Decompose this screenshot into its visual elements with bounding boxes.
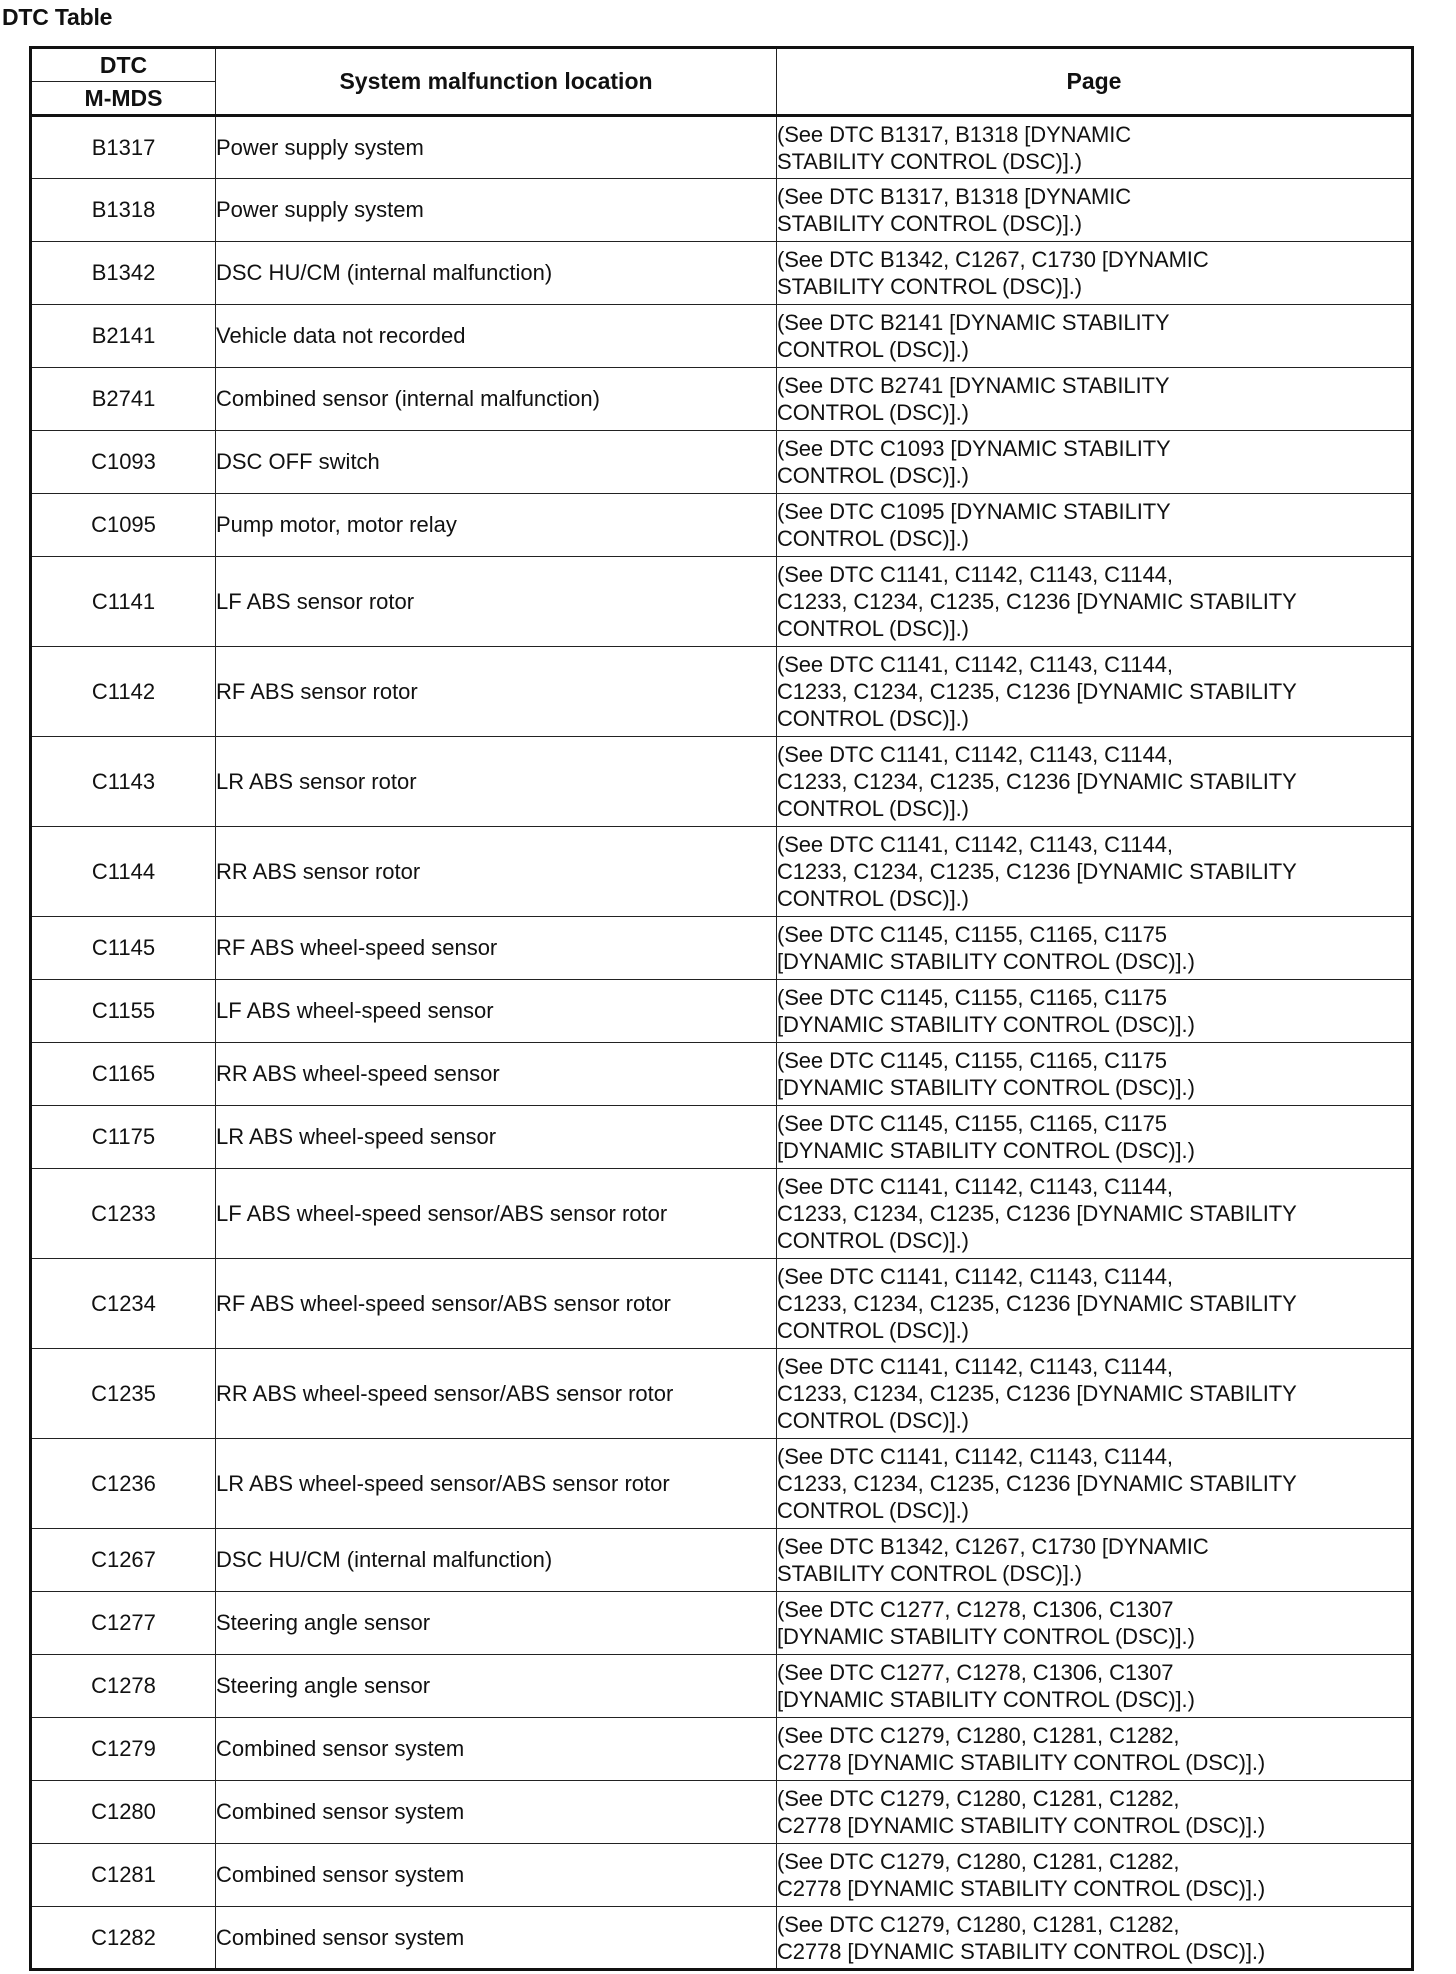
location-cell: Power supply system <box>216 116 777 179</box>
location-cell: Combined sensor (internal malfunction) <box>216 368 777 431</box>
dtc-code-cell: C1144 <box>31 827 216 917</box>
location-cell: LR ABS wheel-speed sensor <box>216 1106 777 1169</box>
location-cell: RF ABS sensor rotor <box>216 647 777 737</box>
table-row <box>31 494 1413 557</box>
table-row <box>31 1592 1413 1655</box>
dtc-code-cell: C1280 <box>31 1781 216 1844</box>
dtc-code-cell: C1282 <box>31 1907 216 1970</box>
location-cell: RF ABS wheel-speed sensor <box>216 917 777 980</box>
table-row <box>31 827 1413 917</box>
location-cell: Steering angle sensor <box>216 1655 777 1718</box>
location-cell: Combined sensor system <box>216 1844 777 1907</box>
location-cell: RR ABS wheel-speed sensor <box>216 1043 777 1106</box>
table-row <box>31 1349 1413 1439</box>
page-reference-cell: (See DTC C1093 [DYNAMIC STABILITY CONTROL (DSC)].) <box>777 431 1413 494</box>
page-reference-cell: (See DTC C1145, C1155, C1165, C1175 [DYNAMIC STABILITY CONTROL (DSC)].) <box>777 1043 1413 1106</box>
page-reference-cell: (See DTC C1141, C1142, C1143, C1144, C1233, C1234, C1235, C1236 [DYNAMIC STABILITY CONTROL (DSC)].) <box>777 1439 1413 1529</box>
location-cell: LF ABS wheel-speed sensor/ABS sensor rotor <box>216 1169 777 1259</box>
page-reference-cell: (See DTC C1141, C1142, C1143, C1144, C1233, C1234, C1235, C1236 [DYNAMIC STABILITY CONTROL (DSC)].) <box>777 1169 1413 1259</box>
table-row <box>31 1106 1413 1169</box>
table-row <box>31 1718 1413 1781</box>
location-cell: DSC HU/CM (internal malfunction) <box>216 242 777 305</box>
location-cell: RR ABS wheel-speed sensor/ABS sensor rotor <box>216 1349 777 1439</box>
dtc-code-cell: C1279 <box>31 1718 216 1781</box>
dtc-code-cell: C1142 <box>31 647 216 737</box>
table-row <box>31 980 1413 1043</box>
table-body <box>31 116 1413 1970</box>
dtc-code-cell: C1235 <box>31 1349 216 1439</box>
dtc-code-cell: C1155 <box>31 980 216 1043</box>
table-row <box>31 1169 1413 1259</box>
dtc-code-cell: C1175 <box>31 1106 216 1169</box>
location-cell: Steering angle sensor <box>216 1592 777 1655</box>
location-cell: DSC HU/CM (internal malfunction) <box>216 1529 777 1592</box>
table-row <box>31 1781 1413 1844</box>
dtc-code-cell: B2741 <box>31 368 216 431</box>
page-reference-cell: (See DTC C1279, C1280, C1281, C1282, C2778 [DYNAMIC STABILITY CONTROL (DSC)].) <box>777 1781 1413 1844</box>
page-reference-cell: (See DTC C1141, C1142, C1143, C1144, C1233, C1234, C1235, C1236 [DYNAMIC STABILITY CONTROL (DSC)].) <box>777 827 1413 917</box>
table-row <box>31 431 1413 494</box>
header-page: Page <box>777 48 1413 116</box>
page-reference-cell: (See DTC C1141, C1142, C1143, C1144, C1233, C1234, C1235, C1236 [DYNAMIC STABILITY CONTROL (DSC)].) <box>777 1259 1413 1349</box>
table-row <box>31 1844 1413 1907</box>
page-reference-cell: (See DTC C1279, C1280, C1281, C1282, C2778 [DYNAMIC STABILITY CONTROL (DSC)].) <box>777 1844 1413 1907</box>
header-dtc: DTC <box>31 48 216 82</box>
table-row <box>31 1529 1413 1592</box>
dtc-code-cell: B1318 <box>31 179 216 242</box>
location-cell: Combined sensor system <box>216 1718 777 1781</box>
page-reference-cell: (See DTC C1141, C1142, C1143, C1144, C1233, C1234, C1235, C1236 [DYNAMIC STABILITY CONTROL (DSC)].) <box>777 647 1413 737</box>
header-location: System malfunction location <box>216 48 777 116</box>
page-reference-cell: (See DTC C1279, C1280, C1281, C1282, C2778 [DYNAMIC STABILITY CONTROL (DSC)].) <box>777 1907 1413 1970</box>
page-reference-cell: (See DTC C1141, C1142, C1143, C1144, C1233, C1234, C1235, C1236 [DYNAMIC STABILITY CONTROL (DSC)].) <box>777 737 1413 827</box>
page-reference-cell: (See DTC C1277, C1278, C1306, C1307 [DYNAMIC STABILITY CONTROL (DSC)].) <box>777 1592 1413 1655</box>
page-title: DTC Table <box>2 4 113 30</box>
location-cell: Combined sensor system <box>216 1907 777 1970</box>
location-cell: Vehicle data not recorded <box>216 305 777 368</box>
page-reference-cell: (See DTC B2141 [DYNAMIC STABILITY CONTROL (DSC)].) <box>777 305 1413 368</box>
table-row <box>31 1259 1413 1349</box>
table-row <box>31 557 1413 647</box>
table-row <box>31 1043 1413 1106</box>
page-reference-cell: (See DTC C1141, C1142, C1143, C1144, C1233, C1234, C1235, C1236 [DYNAMIC STABILITY CONTROL (DSC)].) <box>777 557 1413 647</box>
location-cell: Pump motor, motor relay <box>216 494 777 557</box>
table-row <box>31 242 1413 305</box>
dtc-code-cell: C1165 <box>31 1043 216 1106</box>
page-reference-cell: (See DTC C1095 [DYNAMIC STABILITY CONTROL (DSC)].) <box>777 494 1413 557</box>
table-row <box>31 368 1413 431</box>
dtc-code-cell: B1317 <box>31 116 216 179</box>
dtc-code-cell: C1267 <box>31 1529 216 1592</box>
page-reference-cell: (See DTC B1317, B1318 [DYNAMIC STABILITY CONTROL (DSC)].) <box>777 116 1413 179</box>
location-cell: LF ABS sensor rotor <box>216 557 777 647</box>
location-cell: LR ABS sensor rotor <box>216 737 777 827</box>
page-reference-cell: (See DTC B1317, B1318 [DYNAMIC STABILITY CONTROL (DSC)].) <box>777 179 1413 242</box>
page-reference-cell: (See DTC B2741 [DYNAMIC STABILITY CONTROL (DSC)].) <box>777 368 1413 431</box>
dtc-code-cell: C1278 <box>31 1655 216 1718</box>
table-row <box>31 1907 1413 1970</box>
page-reference-cell: (See DTC C1141, C1142, C1143, C1144, C1233, C1234, C1235, C1236 [DYNAMIC STABILITY CONTROL (DSC)].) <box>777 1349 1413 1439</box>
table-row <box>31 1655 1413 1718</box>
dtc-code-cell: B1342 <box>31 242 216 305</box>
dtc-table <box>29 46 1414 1971</box>
table-row <box>31 737 1413 827</box>
location-cell: LR ABS wheel-speed sensor/ABS sensor rotor <box>216 1439 777 1529</box>
page-reference-cell: (See DTC C1279, C1280, C1281, C1282, C2778 [DYNAMIC STABILITY CONTROL (DSC)].) <box>777 1718 1413 1781</box>
page-reference-cell: (See DTC C1145, C1155, C1165, C1175 [DYNAMIC STABILITY CONTROL (DSC)].) <box>777 1106 1413 1169</box>
dtc-code-cell: C1145 <box>31 917 216 980</box>
table-row <box>31 917 1413 980</box>
dtc-code-cell: C1143 <box>31 737 216 827</box>
dtc-code-cell: C1281 <box>31 1844 216 1907</box>
table-row <box>31 1439 1413 1529</box>
location-cell: Combined sensor system <box>216 1781 777 1844</box>
page-reference-cell: (See DTC B1342, C1267, C1730 [DYNAMIC STABILITY CONTROL (DSC)].) <box>777 242 1413 305</box>
location-cell: DSC OFF switch <box>216 431 777 494</box>
location-cell: RF ABS wheel-speed sensor/ABS sensor rotor <box>216 1259 777 1349</box>
table-row <box>31 179 1413 242</box>
location-cell: RR ABS sensor rotor <box>216 827 777 917</box>
dtc-code-cell: C1234 <box>31 1259 216 1349</box>
table-row <box>31 305 1413 368</box>
dtc-code-cell: C1233 <box>31 1169 216 1259</box>
dtc-code-cell: C1236 <box>31 1439 216 1529</box>
page-reference-cell: (See DTC C1145, C1155, C1165, C1175 [DYNAMIC STABILITY CONTROL (DSC)].) <box>777 917 1413 980</box>
table-row <box>31 116 1413 179</box>
page-reference-cell: (See DTC C1277, C1278, C1306, C1307 [DYNAMIC STABILITY CONTROL (DSC)].) <box>777 1655 1413 1718</box>
dtc-code-cell: C1095 <box>31 494 216 557</box>
dtc-code-cell: C1277 <box>31 1592 216 1655</box>
dtc-code-cell: C1093 <box>31 431 216 494</box>
header-mmds: M-MDS <box>31 82 216 116</box>
dtc-code-cell: B2141 <box>31 305 216 368</box>
dtc-code-cell: C1141 <box>31 557 216 647</box>
table-row <box>31 647 1413 737</box>
location-cell: Power supply system <box>216 179 777 242</box>
table-header <box>31 48 1413 116</box>
location-cell: LF ABS wheel-speed sensor <box>216 980 777 1043</box>
page-reference-cell: (See DTC B1342, C1267, C1730 [DYNAMIC STABILITY CONTROL (DSC)].) <box>777 1529 1413 1592</box>
page-reference-cell: (See DTC C1145, C1155, C1165, C1175 [DYNAMIC STABILITY CONTROL (DSC)].) <box>777 980 1413 1043</box>
